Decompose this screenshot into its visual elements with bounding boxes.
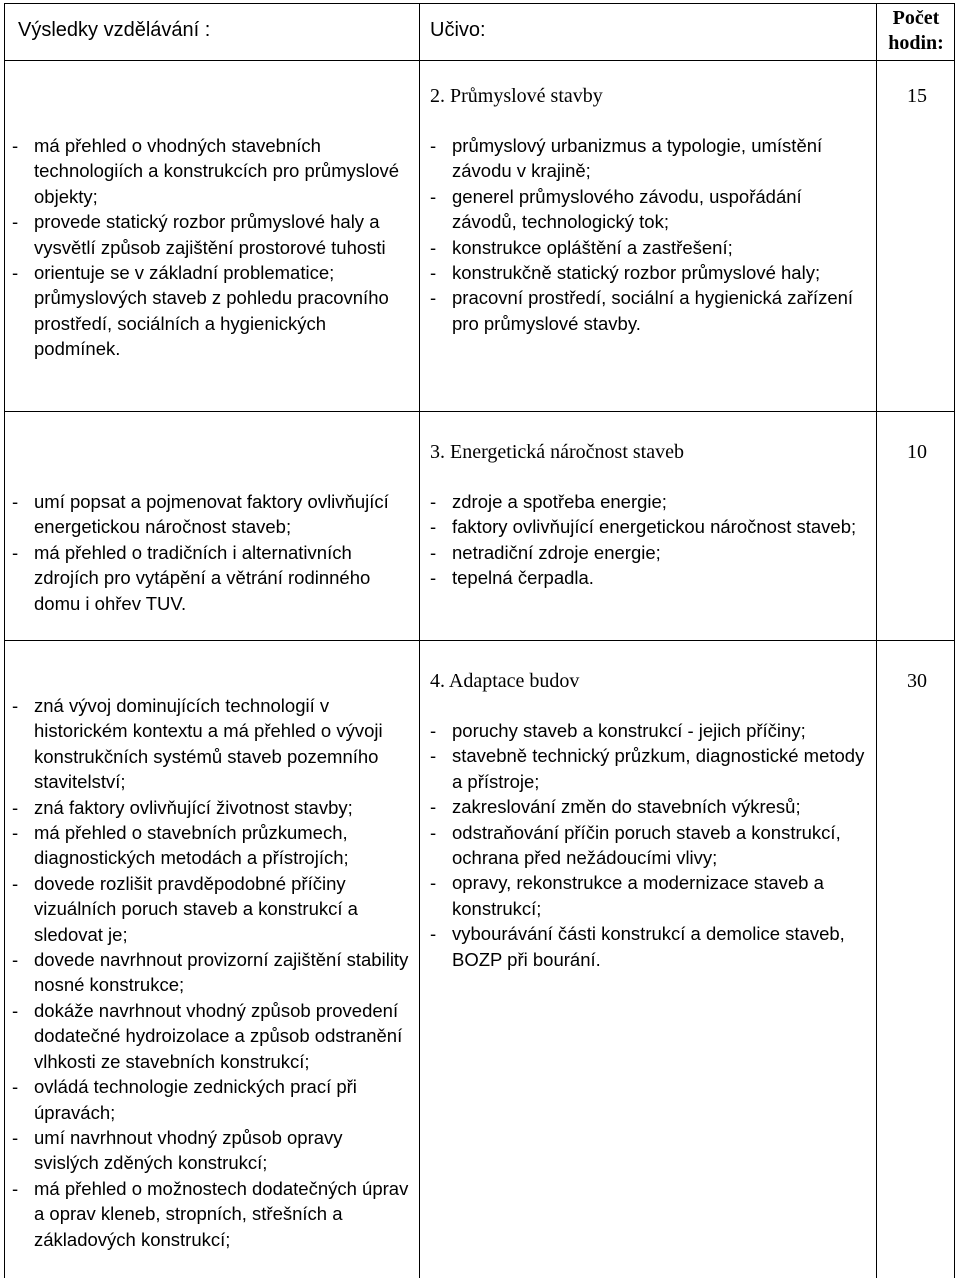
header-outcomes: Výsledky vzdělávání : (18, 19, 211, 41)
list-item: - má přehled o stavebních průzkumech, diagnostických metodách a přístrojích; (12, 822, 349, 869)
section-title: 4. Adaptace budov (430, 670, 580, 692)
header-content: Učivo: (430, 19, 486, 41)
table-border-top (4, 3, 955, 4)
list-item: - zakreslování změn do stavebních výkresů; (430, 796, 801, 818)
list-item: - umí popsat a pojmenovat faktory ovlivňující energetickou náročnost staveb; (12, 491, 389, 538)
content-list (430, 133, 870, 336)
outcomes-list (12, 693, 412, 1252)
column-divider-2 (876, 3, 877, 1278)
list-item: - poruchy staveb a konstrukcí - jejich příčiny; (430, 720, 806, 741)
list-item: - zdroje a spotřeba energie; (430, 491, 667, 512)
list-item: - konstrukčně statický rozbor průmyslové haly; (430, 262, 821, 284)
table-border-left (4, 3, 5, 1278)
outcomes-list (12, 133, 412, 362)
list-item: - netradiční zdroje energie; (430, 541, 661, 563)
content-list (430, 718, 870, 972)
list-item: - provede statický rozbor průmyslové haly a vysvětlí způsob zajištění prostorové tuhosti (12, 211, 386, 258)
list-item: - opravy, rekonstrukce a modernizace staveb a konstrukcí; (430, 872, 824, 919)
section-hours: 10 (907, 441, 927, 463)
section-title: 2. Průmyslové stavby (430, 85, 603, 107)
list-item: - má přehled o vhodných stavebních technologiích a konstrukcích pro průmyslové objekty; (12, 135, 400, 207)
list-item: - pracovní prostředí, sociální a hygienická zařízení pro průmyslové stavby. (430, 287, 854, 334)
header-hours-line1: Počet (892, 7, 940, 29)
list-item: - dovede rozlišit pravděpodobné příčiny vizuálních poruch staveb a konstrukcí a sledovat je; (12, 872, 358, 945)
list-item: - má přehled o tradičních i alternativních zdrojích pro vytápění a větrání rodinného domu i ohřev TUV. (12, 541, 371, 614)
section-hours: 15 (907, 85, 927, 107)
row-divider-1 (4, 411, 955, 412)
list-item: - má přehled o možnostech dodatečných úprav a oprav kleneb, stropních, střešních a základových konstrukcí; (12, 1177, 409, 1250)
content-list (430, 489, 870, 591)
section-hours: 30 (907, 670, 927, 692)
list-item: - průmyslový urbanizmus a typologie, umístění závodu v krajině; (430, 135, 823, 182)
list-item: - stavebně technický průzkum, diagnostické metody a přístroje; (430, 745, 865, 792)
header-hours-line2: hodin: (888, 32, 944, 54)
list-item: - faktory ovlivňující energetickou náročnost staveb; (430, 516, 857, 538)
section-title: 3. Energetická náročnost staveb (430, 441, 684, 463)
list-item: - dovede navrhnout provizorní zajištění stability nosné konstrukce; (12, 949, 409, 996)
list-item: - orientuje se v základní problematice; průmyslových staveb z pohledu pracovního prostředí, sociálních a hygienických podmínek. (12, 262, 389, 360)
list-item: - umí navrhnout vhodný způsob opravy svislých zděných konstrukcí; (12, 1126, 343, 1174)
list-item: - zná faktory ovlivňující životnost stavby; (12, 796, 353, 818)
list-item: - zná vývoj dominujících technologií v historickém kontextu a má přehled o vývoji konstrukčních systémů staveb pozemního stavitelství; (12, 695, 383, 793)
list-item: - tepelná čerpadla. (430, 567, 594, 589)
row-divider-2 (4, 640, 955, 641)
list-item: - odstraňování příčin poruch staveb a konstrukcí, ochrana před nežádoucími vlivy; (430, 821, 841, 869)
table-border-right (954, 3, 955, 1278)
list-item: - konstrukce opláštění a zastřešení; (430, 236, 733, 258)
list-item: - generel průmyslového závodu, uspořádání závodů, technologický tok; (430, 185, 802, 233)
list-item: - vybourávání části konstrukcí a demolice staveb, BOZP při bourání. (430, 923, 845, 970)
outcomes-list (12, 489, 412, 616)
list-item: - ovládá technologie zednických prací při úpravách; (12, 1076, 357, 1123)
column-divider-1 (419, 3, 420, 1278)
header-divider (4, 60, 955, 61)
list-item: - dokáže navrhnout vhodný způsob provedení dodatečné hydroizolace a způsob odstranění vlhkosti ze stavebních konstrukcí; (12, 999, 403, 1072)
header-hours (878, 6, 954, 56)
